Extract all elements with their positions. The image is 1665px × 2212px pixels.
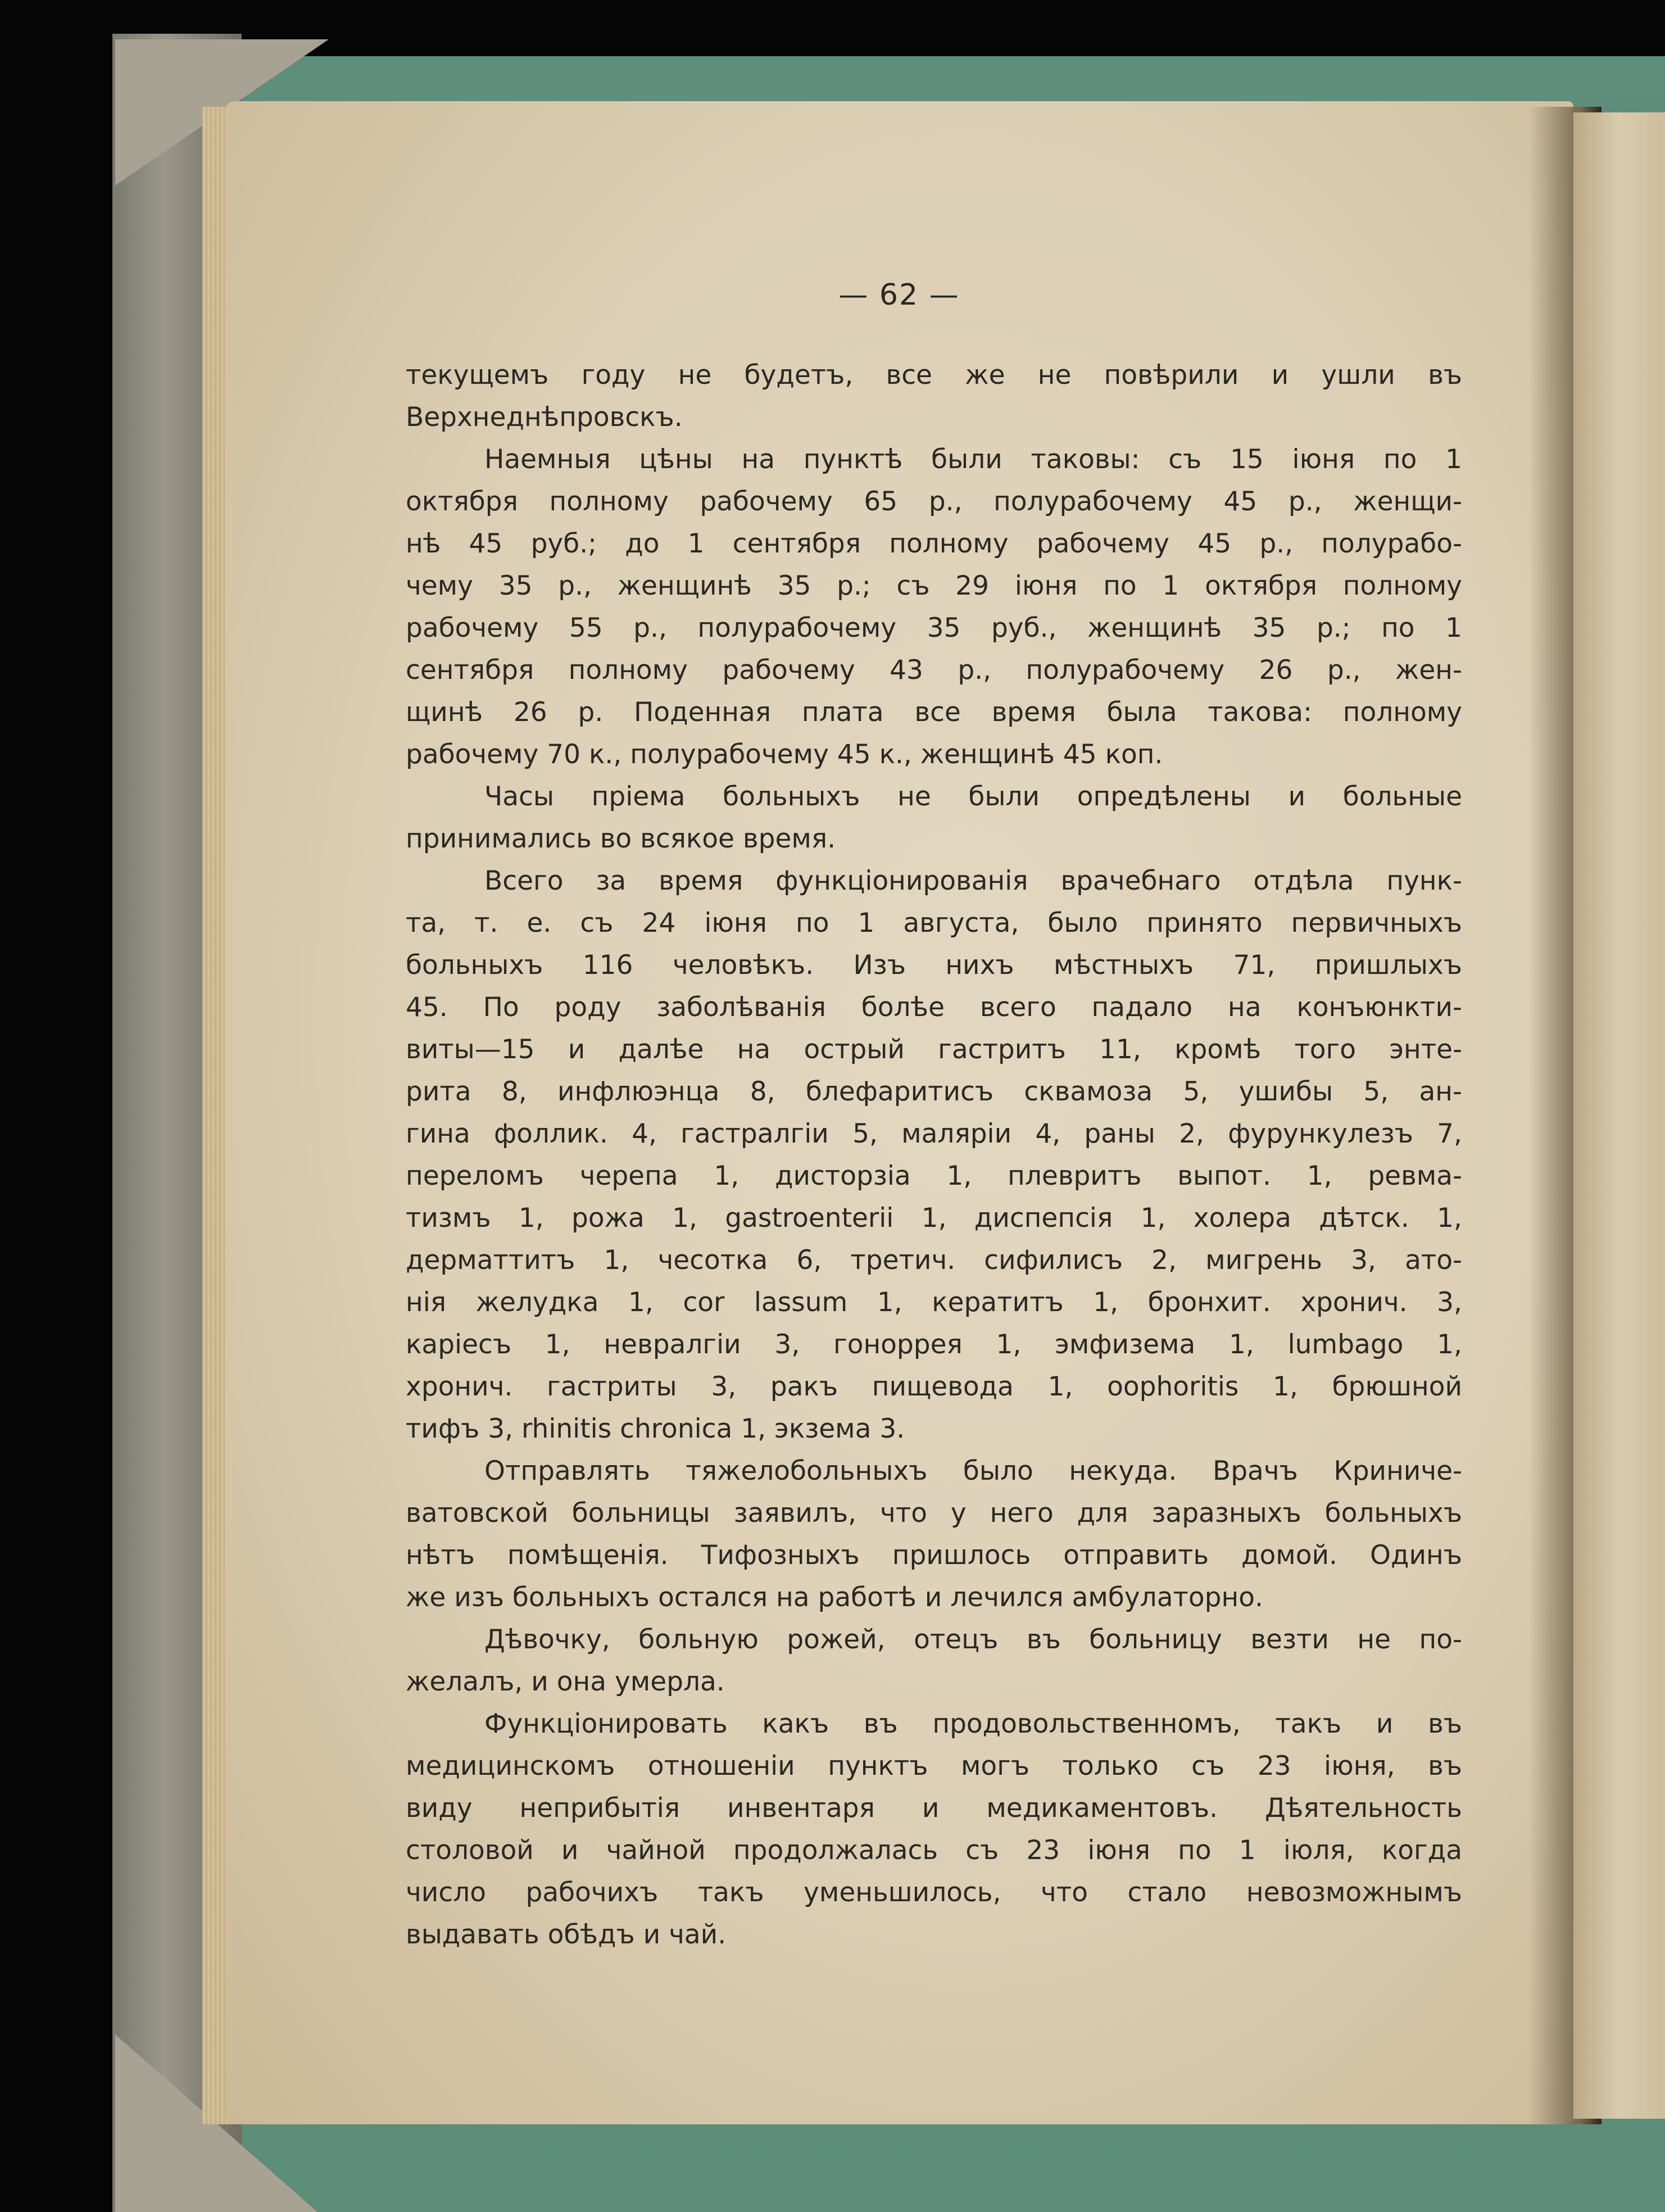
text-line: желалъ, и она умерла. xyxy=(406,1666,725,1697)
text-line: чему 35 р., женщинѣ 35 р.; съ 29 іюня по 1 октября полному xyxy=(406,570,1462,601)
text-line: октября полному рабочему 65 р., полурабочему 45 р., женщи- xyxy=(406,486,1462,517)
text-line: Верхнеднѣпровскъ. xyxy=(406,402,683,433)
text-line: виты—15 и далѣе на острый гастритъ 11, кромѣ того энте- xyxy=(406,1034,1462,1065)
text-line: же изъ больныхъ остался на работѣ и лечился амбулаторно. xyxy=(406,1582,1263,1613)
text-line: рабочему 55 р., полурабочему 35 руб., женщинѣ 35 р.; по 1 xyxy=(406,613,1462,643)
text-line: рита 8, инфлюэнца 8, блефаритисъ сквамоза 5, ушибы 5, ан- xyxy=(406,1076,1462,1107)
text-line: каріесъ 1, невралгіи 3, гоноррея 1, эмфизема 1, lumbago 1, xyxy=(406,1329,1462,1360)
text-line: рабочему 70 к., полурабочему 45 к., женщинѣ 45 коп. xyxy=(406,739,1163,770)
text-line: хронич. гастриты 3, ракъ пищевода 1, oophoritis 1, брюшной xyxy=(406,1371,1462,1402)
text-line: нѣ 45 руб.; до 1 сентября полному рабочему 45 р., полурабо- xyxy=(406,528,1462,559)
text-line: Часы пріема больныхъ не были опредѣлены и больные xyxy=(484,781,1462,812)
text-line: та, т. е. съ 24 іюня по 1 августа, было принято первичныхъ xyxy=(406,908,1462,939)
text-line: Функціонировать какъ въ продовольственномъ, такъ и въ xyxy=(484,1708,1462,1739)
text-line: виду неприбытія инвентаря и медикаментовъ. Дѣятельность xyxy=(406,1793,1462,1824)
text-line: нія желудка 1, cor lassum 1, кератитъ 1, бронхит. хронич. 3, xyxy=(406,1287,1462,1318)
text-line: столовой и чайной продолжалась съ 23 іюня по 1 іюля, когда xyxy=(406,1835,1462,1866)
text-line: нѣтъ помѣщенія. Тифозныхъ пришлось отправить домой. Одинъ xyxy=(406,1540,1462,1571)
facing-page-edge xyxy=(1573,112,1665,2119)
text-line: щинѣ 26 р. Поденная плата все время была такова: полному xyxy=(406,697,1462,728)
page-number: — 62 — xyxy=(838,278,960,312)
text-line: тифъ 3, rhinitis chronica 1, экзема 3. xyxy=(406,1413,905,1444)
text-line: переломъ черепа 1, дисторзіа 1, плевритъ выпот. 1, ревма- xyxy=(406,1161,1462,1191)
text-line: выдавать обѣдъ и чай. xyxy=(406,1919,727,1950)
text-line: медицинскомъ отношеніи пунктъ могъ только съ 23 іюня, въ xyxy=(406,1751,1462,1782)
text-line: текущемъ году не будетъ, все же не повѣрили и ушли въ xyxy=(406,360,1462,391)
text-line: больныхъ 116 человѣкъ. Изъ нихъ мѣстныхъ 71, пришлыхъ xyxy=(406,950,1462,981)
text-line: тизмъ 1, рожа 1, gastroenterii 1, диспепсія 1, холера дѣтск. 1, xyxy=(406,1203,1462,1234)
text-line: гина фоллик. 4, гастралгіи 5, маляріи 4, раны 2, фурункулезъ 7, xyxy=(406,1118,1462,1149)
page-body-text xyxy=(406,354,1462,1956)
text-line: дерматтитъ 1, чесотка 6, третич. сифилисъ 2, мигрень 3, ато- xyxy=(406,1245,1462,1276)
text-line: Наемныя цѣны на пунктѣ были таковы: съ 15 іюня по 1 xyxy=(484,444,1462,475)
text-line: Всего за время функціонированія врачебнаго отдѣла пунк- xyxy=(484,865,1462,896)
text-line: 45. По роду заболѣванія болѣе всего падало на конъюнкти- xyxy=(406,992,1462,1023)
text-line: число рабочихъ такъ уменьшилось, что стало невозможнымъ xyxy=(406,1877,1462,1908)
text-line: сентября полному рабочему 43 р., полурабочему 26 р., жен- xyxy=(406,655,1462,686)
text-line: Отправлять тяжелобольныхъ было некуда. Врачъ Криниче- xyxy=(484,1456,1462,1486)
text-line: Дѣвочку, больную рожей, отецъ въ больницу везти не по- xyxy=(484,1624,1462,1655)
text-line: ватовской больницы заявилъ, что у него для заразныхъ больныхъ xyxy=(406,1498,1462,1529)
text-line: принимались во всякое время. xyxy=(406,823,836,854)
